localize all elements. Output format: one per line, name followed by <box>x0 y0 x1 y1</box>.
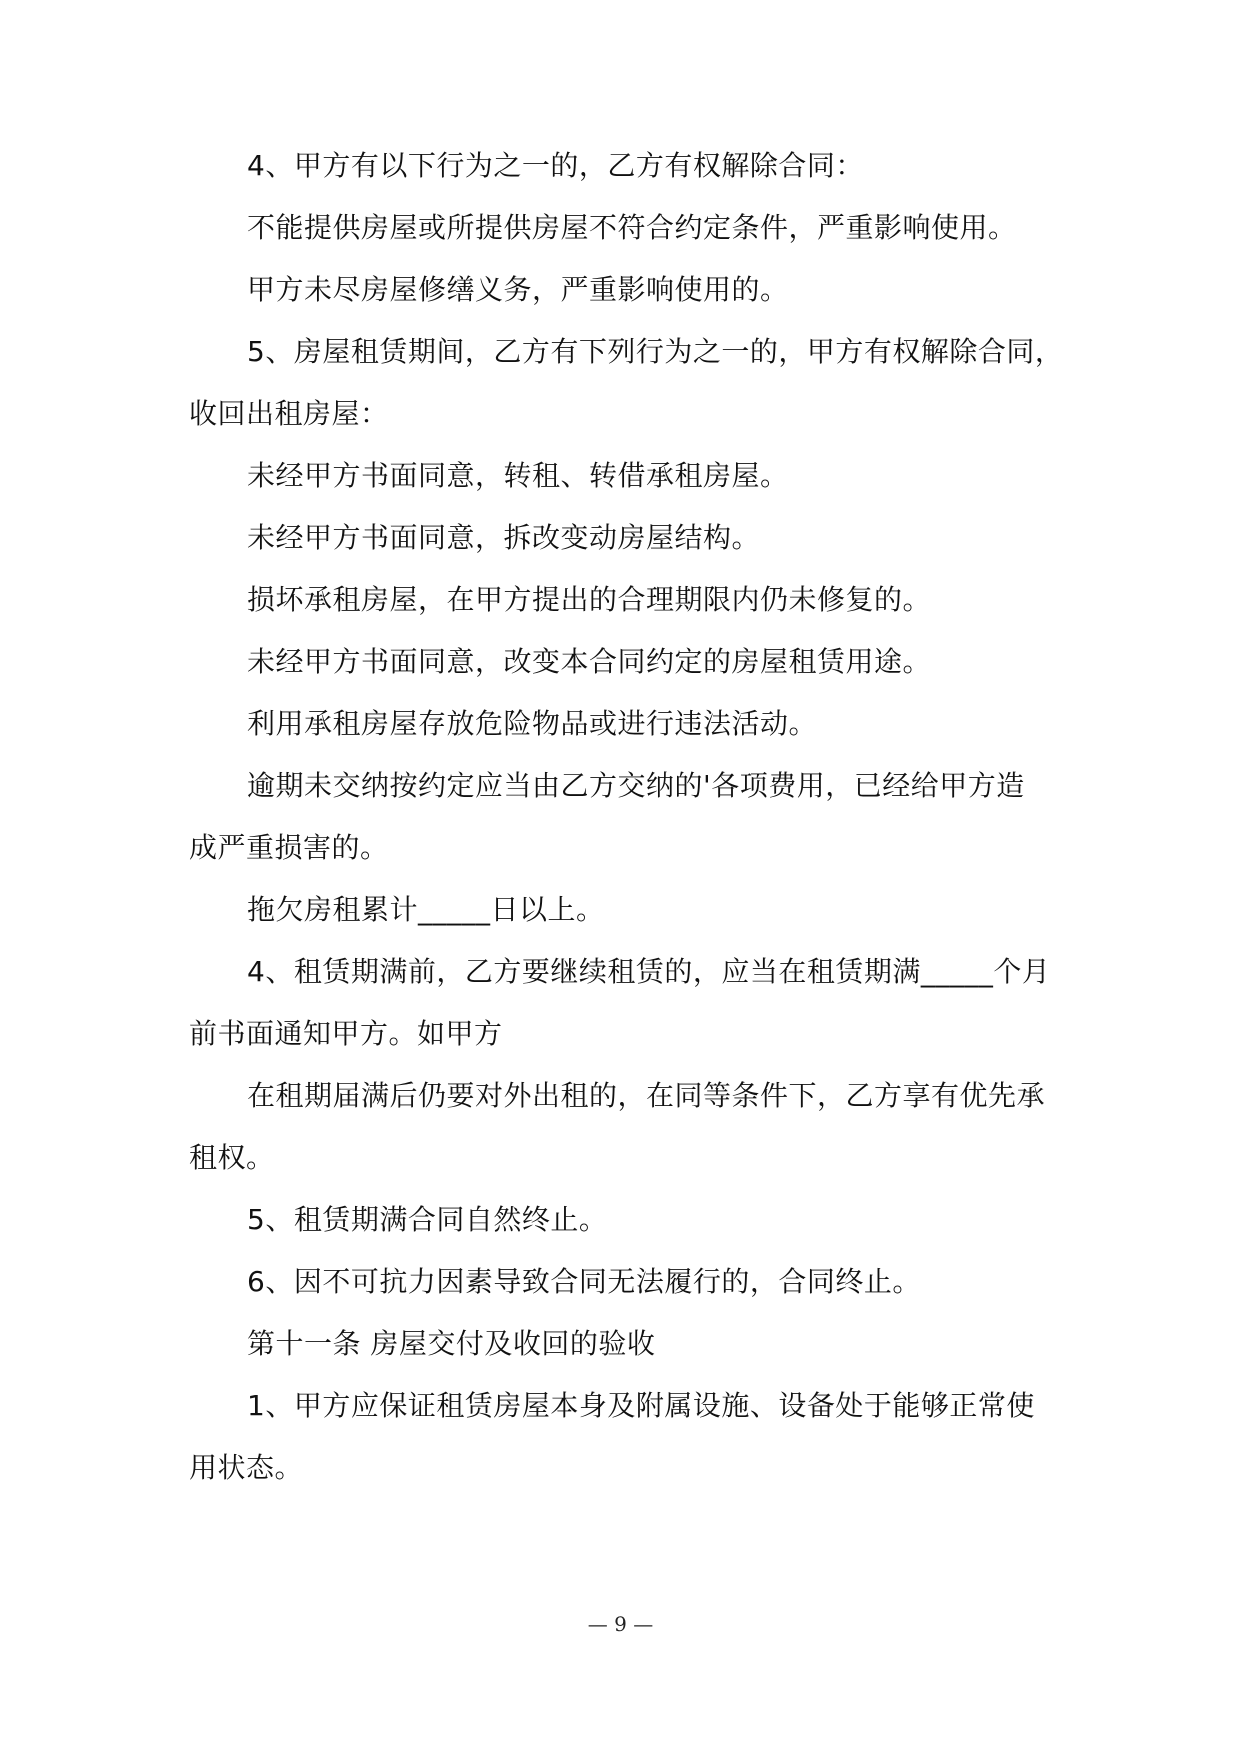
clause-5-item-6-line-1: 逾期未交纳按约定应当由乙方交纳的'各项费用，已经给甲方造 <box>247 769 1025 802</box>
clause-5-item-4: 未经甲方书面同意，改变本合同约定的房屋租赁用途。 <box>247 645 932 678</box>
article-11-title: 第十一条 房屋交付及收回的验收 <box>247 1327 656 1360</box>
renewal-clause-line-1: 4、租赁期满前，乙方要继续租赁的，应当在租赁期满_____个月 <box>247 955 1051 988</box>
priority-clause-line-1: 在租期届满后仍要对外出租的，在同等条件下，乙方享有优先承 <box>247 1079 1046 1112</box>
clause-5-heading-line-2: 收回出租房屋： <box>189 397 389 430</box>
page-number: — 9 — <box>587 1612 654 1636</box>
article-11-item-1-line-1: 1、甲方应保证租赁房屋本身及附属设施、设备处于能够正常使 <box>247 1389 1035 1422</box>
priority-clause-line-2: 租权。 <box>189 1141 275 1174</box>
clause-4-item-1: 不能提供房屋或所提供房屋不符合约定条件，严重影响使用。 <box>247 211 1017 244</box>
clause-4-item-2: 甲方未尽房屋修缮义务，严重影响使用的。 <box>247 273 789 306</box>
clause-5-item-7: 拖欠房租累计_____日以上。 <box>247 893 605 926</box>
clause-5-item-2: 未经甲方书面同意，拆改变动房屋结构。 <box>247 521 761 554</box>
clause-5-item-5: 利用承租房屋存放危险物品或进行违法活动。 <box>247 707 818 740</box>
termination-clause-5: 5、租赁期满合同自然终止。 <box>247 1203 608 1236</box>
clause-5-item-1: 未经甲方书面同意，转租、转借承租房屋。 <box>247 459 789 492</box>
clause-5-heading-line-1: 5、房屋租赁期间，乙方有下列行为之一的，甲方有权解除合同， <box>247 335 1064 368</box>
termination-clause-6: 6、因不可抗力因素导致合同无法履行的，合同终止。 <box>247 1265 921 1298</box>
clause-4-heading: 4、甲方有以下行为之一的，乙方有权解除合同： <box>247 149 864 182</box>
clause-5-item-3: 损坏承租房屋，在甲方提出的合理期限内仍未修复的。 <box>247 583 932 616</box>
clause-5-item-6-line-2: 成严重损害的。 <box>189 831 389 864</box>
renewal-clause-line-2: 前书面通知甲方。如甲方 <box>189 1017 503 1050</box>
article-11-item-1-line-2: 用状态。 <box>189 1451 304 1484</box>
